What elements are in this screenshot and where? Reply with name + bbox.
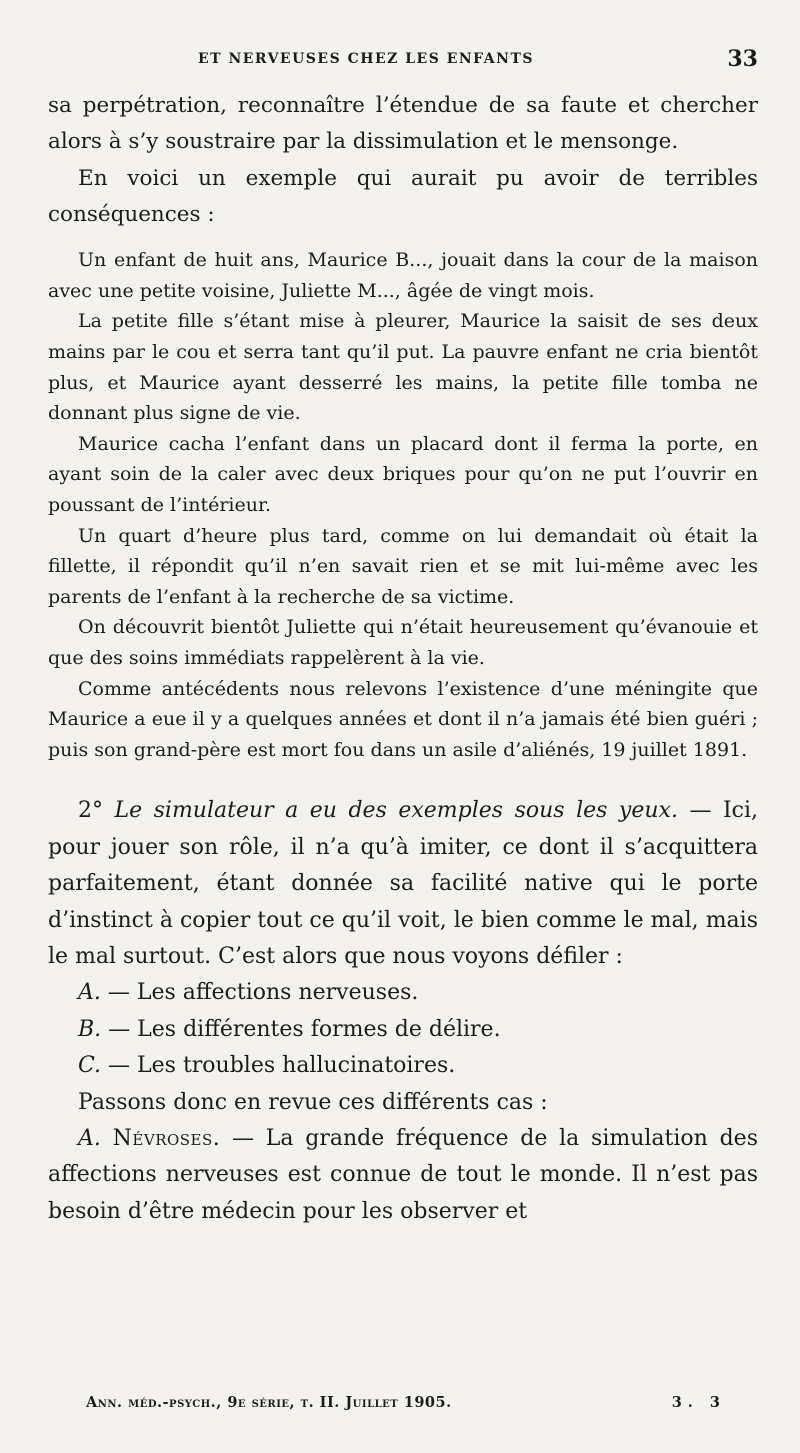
- section-text: Ici, pour jouer son rôle, il n’a qu’à imiter, ce dont il s’acquittera parfaitement, étant donnée sa facilité native qui le porte d’instinct à copier tout ce qu’il voit, le bien comme le mal, mais le mal surtout. C’est alors que nous voyons défiler :: [48, 798, 758, 969]
- list-item: [48, 975, 758, 1011]
- paragraph: En voici un exemple qui aurait pu avoir de terribles conséquences :: [48, 165, 758, 227]
- list-text: — Les différentes formes de délire.: [108, 1016, 501, 1042]
- body-text: [48, 88, 758, 1230]
- subsection-letter: A.: [78, 1125, 101, 1151]
- page-number: 33: [727, 46, 758, 72]
- list-text: — Les affections nerveuses.: [107, 980, 419, 1006]
- section-heading-paragraph: [48, 793, 758, 975]
- case-paragraph: Un quart d’heure plus tard, comme on lui demandait où était la fillette, il répondit qu’il n’en savait rien et se mit lui-même avec les parents de l’enfant à la recherche de sa victime.: [48, 524, 758, 608]
- signature-mark: 3. 3: [671, 1394, 726, 1411]
- list-letter: A.: [78, 980, 101, 1006]
- list-letter: B.: [78, 1016, 102, 1042]
- section-dash: —: [689, 798, 712, 824]
- running-title: ET NERVEUSES CHEZ LES ENFANTS: [198, 51, 534, 67]
- case-paragraph: Maurice cacha l’enfant dans un placard dont il ferma la porte, en ayant soin de la caler avec deux briques pour qu’on ne put l’ouvrir en poussant de l’intérieur.: [48, 432, 758, 516]
- case-paragraph: On découvrit bientôt Juliette qui n’était heureusement qu’évanouie et que des soins immédiats rappelèrent à la vie.: [48, 616, 758, 669]
- running-head: [48, 46, 758, 76]
- case-paragraph: La petite fille s’étant mise à pleurer, Maurice la saisit de ses deux mains par le cou et serra tant qu’il put. La pauvre enfant ne cria bientôt plus, et Maurice ayant desserré les mains, la petite fille tomba ne donnant plus signe de vie.: [48, 310, 758, 425]
- section-number: 2°: [78, 798, 103, 824]
- section-2: [48, 793, 758, 1230]
- footer-citation: Ann. méd.-psych., 9e série, t. II. Juillet 1905.: [86, 1394, 452, 1411]
- case-paragraph: Un enfant de huit ans, Maurice B..., jouait dans la cour de la maison avec une petite voisine, Juliette M..., âgée de vingt mois.: [48, 249, 758, 302]
- case-report: [48, 245, 758, 765]
- section-heading: Le simulateur a eu des exemples sous les yeux.: [114, 798, 678, 824]
- footer: [86, 1394, 726, 1420]
- subsection-paragraph: [48, 1121, 758, 1230]
- list-item: [48, 1048, 758, 1084]
- transition-paragraph: Passons donc en revue ces différents cas :: [78, 1089, 548, 1115]
- subsection-text: — La grande fréquence de la simulation des affections nerveuses est connue de tout le monde. Il n’est pas besoin d’être médecin pour les observer et: [48, 1125, 758, 1224]
- case-paragraph: Comme antécédents nous relevons l’existence d’une méningite que Maurice a eue il y a quelques années et dont il n’a jamais été bien guéri ; puis son grand-père est mort fou dans un asile d’aliénés, 19 juillet 1891.: [48, 677, 758, 761]
- paragraph: sa perpétration, reconnaître l’étendue de sa faute et chercher alors à s’y soustraire par la dissimulation et le mensonge.: [48, 93, 758, 155]
- list-text: — Les troubles hallucinatoires.: [108, 1053, 456, 1079]
- subsection-title: Névroses.: [112, 1125, 221, 1151]
- list-item: [48, 1012, 758, 1048]
- list-letter: C.: [78, 1053, 102, 1079]
